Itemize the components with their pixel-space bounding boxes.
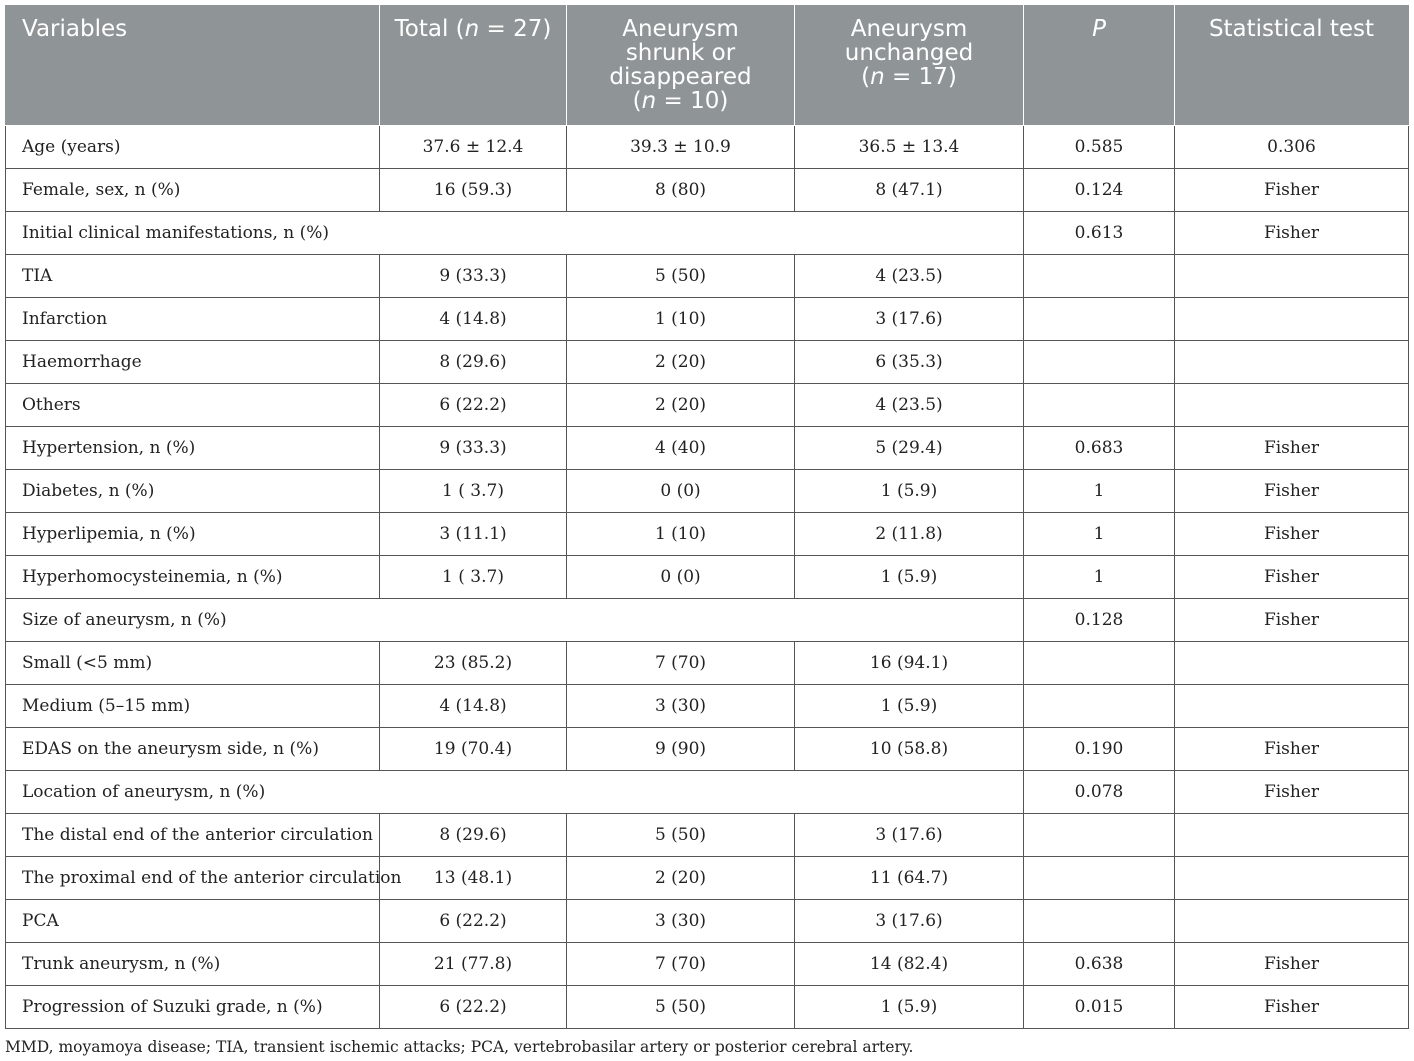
- cell-variable: Hypertension, n (%): [6, 427, 380, 470]
- data-table: [5, 5, 1409, 1029]
- cell-shrunk: 0 (0): [567, 556, 795, 599]
- cell-statistical-test: [1175, 857, 1409, 900]
- cell-p-value: [1024, 642, 1175, 685]
- cell-statistical-test: Fisher: [1175, 513, 1409, 556]
- header-line: disappeared: [609, 64, 752, 90]
- header-line: unchanged: [844, 40, 974, 66]
- cell-total: 4 (14.8): [380, 298, 567, 341]
- cell-total: 8 (29.6): [380, 341, 567, 384]
- cell-unchanged: 5 (29.4): [795, 427, 1024, 470]
- cell-shrunk: 1 (10): [567, 298, 795, 341]
- cell-p-value: 0.638: [1024, 943, 1175, 986]
- table-row: [6, 255, 1409, 298]
- cell-p-value: 1: [1024, 556, 1175, 599]
- cell-unchanged: 36.5 ± 13.4: [795, 126, 1024, 169]
- table-row: [6, 728, 1409, 771]
- table-header-row: [6, 6, 1409, 126]
- cell-shrunk: 2 (20): [567, 341, 795, 384]
- cell-p-value: 0.190: [1024, 728, 1175, 771]
- cell-total: 21 (77.8): [380, 943, 567, 986]
- cell-statistical-test: [1175, 255, 1409, 298]
- header-line: Total (n = 27): [394, 16, 552, 42]
- header-line: Aneurysm: [850, 16, 968, 42]
- cell-shrunk: 5 (50): [567, 814, 795, 857]
- cell-statistical-test: [1175, 642, 1409, 685]
- cell-total: 9 (33.3): [380, 427, 567, 470]
- cell-shrunk: 39.3 ± 10.9: [567, 126, 795, 169]
- cell-total: 19 (70.4): [380, 728, 567, 771]
- cell-p-value: 1: [1024, 470, 1175, 513]
- cell-shrunk: 1 (10): [567, 513, 795, 556]
- cell-shrunk: 8 (80): [567, 169, 795, 212]
- cell-p-value: [1024, 384, 1175, 427]
- table-row: [6, 771, 1409, 814]
- cell-p-value: [1024, 685, 1175, 728]
- cell-variable: Age (years): [6, 126, 380, 169]
- table-row: [6, 900, 1409, 943]
- table-row: [6, 556, 1409, 599]
- table-row: [6, 642, 1409, 685]
- cell-total: 23 (85.2): [380, 642, 567, 685]
- cell-variable: Location of aneurysm, n (%): [6, 771, 1024, 814]
- cell-unchanged: 16 (94.1): [795, 642, 1024, 685]
- cell-p-value: 0.585: [1024, 126, 1175, 169]
- cell-total: 6 (22.2): [380, 986, 567, 1029]
- cell-unchanged: 1 (5.9): [795, 556, 1024, 599]
- data-table-container: [5, 5, 1408, 1029]
- cell-unchanged: 4 (23.5): [795, 384, 1024, 427]
- cell-variable: Size of aneurysm, n (%): [6, 599, 1024, 642]
- table-row: [6, 212, 1409, 255]
- cell-shrunk: 3 (30): [567, 685, 795, 728]
- cell-shrunk: 2 (20): [567, 384, 795, 427]
- cell-p-value: 0.078: [1024, 771, 1175, 814]
- table-row: [6, 943, 1409, 986]
- header-line: shrunk or: [625, 40, 736, 66]
- cell-unchanged: 1 (5.9): [795, 685, 1024, 728]
- header-unchanged: [795, 6, 1024, 126]
- cell-statistical-test: Fisher: [1175, 427, 1409, 470]
- cell-total: 3 (11.1): [380, 513, 567, 556]
- cell-total: 13 (48.1): [380, 857, 567, 900]
- cell-total: 37.6 ± 12.4: [380, 126, 567, 169]
- header-line: Variables: [22, 16, 128, 42]
- cell-p-value: 1: [1024, 513, 1175, 556]
- cell-statistical-test: Fisher: [1175, 728, 1409, 771]
- table-body: [6, 126, 1409, 1029]
- cell-unchanged: 8 (47.1): [795, 169, 1024, 212]
- cell-p-value: 0.124: [1024, 169, 1175, 212]
- cell-shrunk: 4 (40): [567, 427, 795, 470]
- table-row: [6, 470, 1409, 513]
- cell-total: 6 (22.2): [380, 900, 567, 943]
- cell-total: 16 (59.3): [380, 169, 567, 212]
- cell-total: 9 (33.3): [380, 255, 567, 298]
- cell-variable: Diabetes, n (%): [6, 470, 380, 513]
- header-p: [1024, 6, 1175, 126]
- cell-variable: The proximal end of the anterior circulation: [6, 857, 380, 900]
- table-row: [6, 513, 1409, 556]
- table-row: [6, 384, 1409, 427]
- cell-p-value: [1024, 298, 1175, 341]
- cell-unchanged: 11 (64.7): [795, 857, 1024, 900]
- cell-statistical-test: Fisher: [1175, 599, 1409, 642]
- cell-variable: Trunk aneurysm, n (%): [6, 943, 380, 986]
- cell-statistical-test: [1175, 814, 1409, 857]
- header-shrunk: [567, 6, 795, 126]
- table-row: [6, 298, 1409, 341]
- cell-statistical-test: [1175, 298, 1409, 341]
- cell-variable: EDAS on the aneurysm side, n (%): [6, 728, 380, 771]
- table-row: [6, 169, 1409, 212]
- cell-unchanged: 4 (23.5): [795, 255, 1024, 298]
- table-row: [6, 427, 1409, 470]
- cell-p-value: 0.683: [1024, 427, 1175, 470]
- header-line: P: [1092, 16, 1106, 42]
- header-line: Statistical test: [1208, 16, 1375, 42]
- cell-variable: Initial clinical manifestations, n (%): [6, 212, 1024, 255]
- header-total: [380, 6, 567, 126]
- cell-p-value: [1024, 814, 1175, 857]
- cell-total: 6 (22.2): [380, 384, 567, 427]
- cell-p-value: [1024, 900, 1175, 943]
- table-row: [6, 685, 1409, 728]
- cell-variable: Hyperlipemia, n (%): [6, 513, 380, 556]
- cell-statistical-test: Fisher: [1175, 986, 1409, 1029]
- cell-unchanged: 3 (17.6): [795, 814, 1024, 857]
- cell-shrunk: 3 (30): [567, 900, 795, 943]
- cell-variable: Small (<5 mm): [6, 642, 380, 685]
- cell-statistical-test: Fisher: [1175, 943, 1409, 986]
- cell-unchanged: 6 (35.3): [795, 341, 1024, 384]
- cell-statistical-test: [1175, 685, 1409, 728]
- table-row: [6, 599, 1409, 642]
- cell-p-value: 0.015: [1024, 986, 1175, 1029]
- cell-total: 4 (14.8): [380, 685, 567, 728]
- cell-unchanged: 10 (58.8): [795, 728, 1024, 771]
- cell-p-value: [1024, 857, 1175, 900]
- cell-unchanged: 2 (11.8): [795, 513, 1024, 556]
- cell-variable: Progression of Suzuki grade, n (%): [6, 986, 380, 1029]
- header-line: Aneurysm: [622, 16, 739, 42]
- cell-shrunk: 0 (0): [567, 470, 795, 513]
- cell-variable: The distal end of the anterior circulation: [6, 814, 380, 857]
- cell-variable: Female, sex, n (%): [6, 169, 380, 212]
- cell-unchanged: 1 (5.9): [795, 470, 1024, 513]
- cell-statistical-test: Fisher: [1175, 771, 1409, 814]
- cell-shrunk: 7 (70): [567, 642, 795, 685]
- cell-unchanged: 1 (5.9): [795, 986, 1024, 1029]
- table-footnote: MMD, moyamoya disease; TIA, transient ischemic attacks; PCA, vertebrobasilar artery or posterior cerebral artery.: [5, 1038, 914, 1056]
- cell-variable: Infarction: [6, 298, 380, 341]
- cell-unchanged: 3 (17.6): [795, 900, 1024, 943]
- cell-statistical-test: [1175, 341, 1409, 384]
- header-statistical-test: [1175, 6, 1409, 126]
- table-row: [6, 814, 1409, 857]
- cell-statistical-test: Fisher: [1175, 470, 1409, 513]
- cell-statistical-test: 0.306: [1175, 126, 1409, 169]
- cell-variable: Others: [6, 384, 380, 427]
- header-variables: [6, 6, 380, 126]
- table-row: [6, 126, 1409, 169]
- cell-p-value: [1024, 341, 1175, 384]
- cell-statistical-test: [1175, 900, 1409, 943]
- cell-variable: TIA: [6, 255, 380, 298]
- table-row: [6, 986, 1409, 1029]
- cell-p-value: 0.613: [1024, 212, 1175, 255]
- cell-shrunk: 5 (50): [567, 986, 795, 1029]
- cell-statistical-test: Fisher: [1175, 169, 1409, 212]
- cell-p-value: [1024, 255, 1175, 298]
- cell-variable: Hyperhomocysteinemia, n (%): [6, 556, 380, 599]
- cell-total: 1 ( 3.7): [380, 556, 567, 599]
- cell-p-value: 0.128: [1024, 599, 1175, 642]
- cell-unchanged: 14 (82.4): [795, 943, 1024, 986]
- cell-statistical-test: Fisher: [1175, 212, 1409, 255]
- header-line: (n = 10): [632, 88, 729, 114]
- cell-variable: Medium (5–15 mm): [6, 685, 380, 728]
- cell-variable: Haemorrhage: [6, 341, 380, 384]
- header-line: (n = 17): [861, 64, 957, 90]
- cell-shrunk: 2 (20): [567, 857, 795, 900]
- table-row: [6, 857, 1409, 900]
- cell-unchanged: 3 (17.6): [795, 298, 1024, 341]
- cell-shrunk: 7 (70): [567, 943, 795, 986]
- cell-statistical-test: [1175, 384, 1409, 427]
- cell-shrunk: 9 (90): [567, 728, 795, 771]
- table-row: [6, 341, 1409, 384]
- cell-total: 8 (29.6): [380, 814, 567, 857]
- cell-shrunk: 5 (50): [567, 255, 795, 298]
- cell-variable: PCA: [6, 900, 380, 943]
- cell-statistical-test: Fisher: [1175, 556, 1409, 599]
- cell-total: 1 ( 3.7): [380, 470, 567, 513]
